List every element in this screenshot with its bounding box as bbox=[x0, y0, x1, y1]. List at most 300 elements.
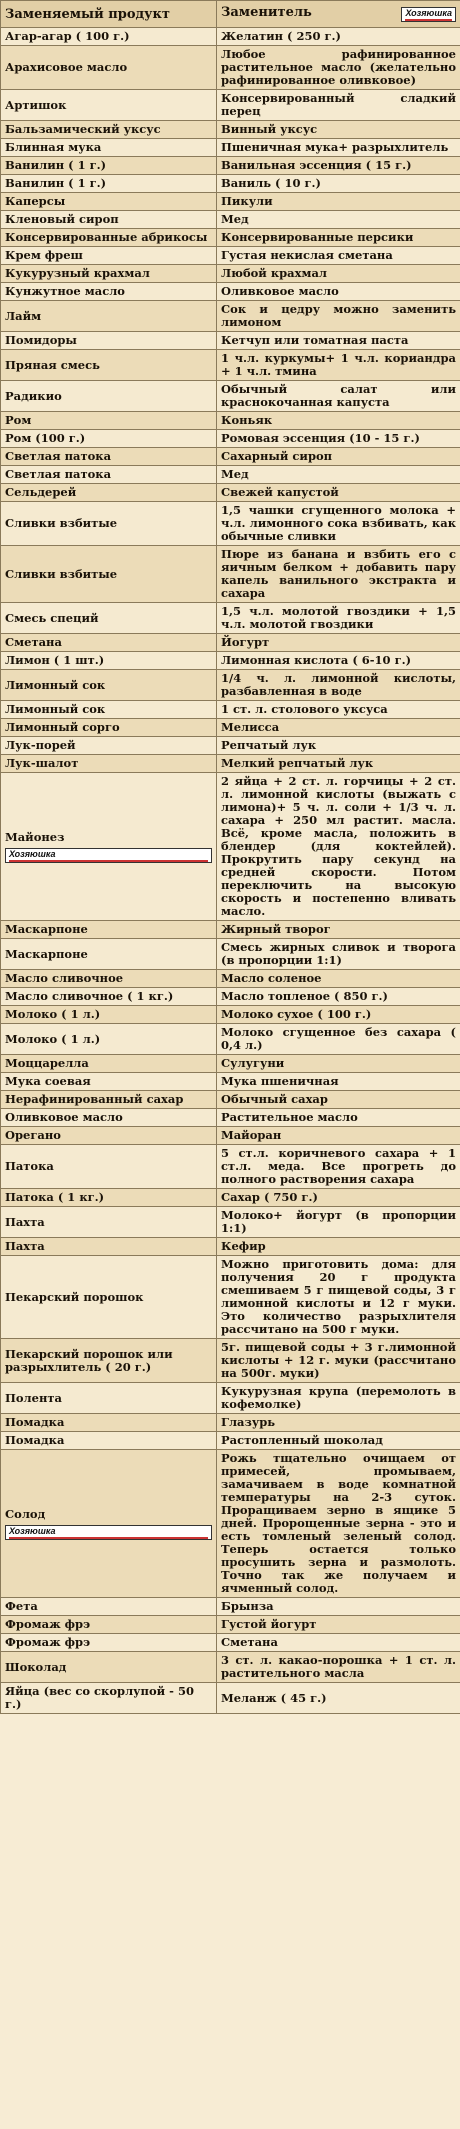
product-name: Маскарпоне bbox=[5, 922, 88, 936]
substitute-text: Сулугуни bbox=[221, 1056, 285, 1070]
product-name: Каперсы bbox=[5, 194, 66, 208]
product-name: Лимонный сок bbox=[5, 702, 106, 716]
substitute-text: Сахарный сироп bbox=[221, 449, 333, 463]
product-name: Шоколад bbox=[5, 1659, 67, 1674]
product-name: Помидоры bbox=[5, 333, 77, 347]
table-row bbox=[1, 634, 460, 652]
table-row bbox=[1, 1109, 460, 1127]
substitute-text: Кукурузная крупа (перемолоть в кофемолке) bbox=[221, 1384, 456, 1411]
substitute-text: Ромовая эссенция (10 - 15 г.) bbox=[221, 431, 420, 445]
table-row bbox=[1, 1073, 460, 1091]
product-cell bbox=[1, 90, 217, 121]
substitute-cell bbox=[217, 1024, 460, 1055]
substitute-cell bbox=[217, 332, 460, 350]
substitute-text: Майоран bbox=[221, 1128, 282, 1142]
product-name: Фромаж фрэ bbox=[5, 1617, 91, 1631]
product-name: Фета bbox=[5, 1599, 38, 1613]
product-name: Смесь специй bbox=[5, 610, 99, 625]
substitute-text: Можно приготовить дома: для получения 20 г продукта смешиваем 5 г пищевой соды, 3 г лимонной кислоты и 12 г муки. Это количество разрыхлителя рассчитано на 500 г муки. bbox=[221, 1257, 456, 1336]
substitute-cell bbox=[217, 211, 460, 229]
product-name: Помадка bbox=[5, 1433, 65, 1447]
substitute-cell bbox=[217, 381, 460, 412]
product-name: Мука соевая bbox=[5, 1074, 91, 1088]
product-cell bbox=[1, 921, 217, 939]
substitute-text: Пшеничная мука+ разрыхлитель bbox=[221, 140, 449, 154]
product-cell bbox=[1, 634, 217, 652]
substitute-cell bbox=[217, 46, 460, 90]
table-row bbox=[1, 193, 460, 211]
substitute-cell bbox=[217, 755, 460, 773]
table-row bbox=[1, 350, 460, 381]
product-cell bbox=[1, 755, 217, 773]
product-name: Нерафинированный сахар bbox=[5, 1092, 184, 1106]
substitute-cell bbox=[217, 939, 460, 970]
product-cell bbox=[1, 1189, 217, 1207]
substitute-text: Мука пшеничная bbox=[221, 1074, 339, 1088]
substitute-cell bbox=[217, 1055, 460, 1073]
substitute-cell bbox=[217, 1238, 460, 1256]
product-cell bbox=[1, 1145, 217, 1189]
product-name: Пахта bbox=[5, 1214, 45, 1229]
column-header-product-label: Заменяемый продукт bbox=[5, 6, 170, 22]
substitute-text: Свежей капустой bbox=[221, 485, 339, 499]
product-name: Арахисовое масло bbox=[5, 60, 128, 74]
substitute-cell bbox=[217, 1091, 460, 1109]
table-row bbox=[1, 175, 460, 193]
product-name: Фромаж фрэ bbox=[5, 1635, 91, 1649]
product-name: Ванилин ( 1 г.) bbox=[5, 176, 107, 190]
table-row bbox=[1, 701, 460, 719]
table-row bbox=[1, 1683, 460, 1714]
product-cell bbox=[1, 970, 217, 988]
substitute-text: Ванильная эссенция ( 15 г.) bbox=[221, 158, 412, 172]
product-cell bbox=[1, 939, 217, 970]
table-row bbox=[1, 1339, 460, 1383]
table-row bbox=[1, 301, 460, 332]
substitute-cell bbox=[217, 265, 460, 283]
product-cell bbox=[1, 381, 217, 412]
product-name: Радикио bbox=[5, 388, 62, 403]
product-name: Лимонный сорго bbox=[5, 720, 120, 734]
substitute-cell bbox=[217, 1127, 460, 1145]
product-name: Сливки взбитые bbox=[5, 516, 118, 530]
product-cell bbox=[1, 701, 217, 719]
product-cell bbox=[1, 1024, 217, 1055]
substitute-cell bbox=[217, 652, 460, 670]
column-header-substitute-label: Заменитель bbox=[221, 5, 312, 20]
product-cell bbox=[1, 1432, 217, 1450]
substitute-text: 1,5 ч.л. молотой гвоздики + 1,5 ч.л. молотой гвоздики bbox=[221, 604, 456, 631]
substitute-text: Обычный салат или краснокочанная капуста bbox=[221, 382, 456, 409]
product-cell bbox=[1, 1598, 217, 1616]
table-row bbox=[1, 737, 460, 755]
table-row bbox=[1, 466, 460, 484]
substitute-text: 1 ч.л. куркумы+ 1 ч.л. кориандра + 1 ч.л. тмина bbox=[221, 351, 456, 378]
substitute-cell bbox=[217, 157, 460, 175]
substitute-text: Рожь тщательно очищаем от примесей, промываем, замачиваем в воде комнатной температуры на 2-3 суток. Проращиваем зерно в ящике 5 дней. Пророщенные зерна - это и есть томленый зеленый солод. Теперь остается только просушить зерна и размолоть. Точно так же получаем и ячменный солод. bbox=[221, 1451, 456, 1595]
product-cell bbox=[1, 193, 217, 211]
table-body bbox=[1, 28, 460, 1714]
substitute-cell bbox=[217, 1616, 460, 1634]
substitute-text: Мед bbox=[221, 467, 249, 481]
table-row bbox=[1, 332, 460, 350]
substitute-cell bbox=[217, 193, 460, 211]
substitute-text: Винный уксус bbox=[221, 122, 318, 136]
product-name: Кукурузный крахмал bbox=[5, 266, 150, 280]
substitute-cell bbox=[217, 139, 460, 157]
product-cell bbox=[1, 301, 217, 332]
table-row bbox=[1, 283, 460, 301]
product-cell bbox=[1, 1207, 217, 1238]
substitute-text: Мелкий репчатый лук bbox=[221, 756, 374, 770]
product-cell bbox=[1, 670, 217, 701]
product-name: Артишок bbox=[5, 97, 67, 112]
product-name: Патока bbox=[5, 1159, 54, 1173]
product-name: Пекарский порошок bbox=[5, 1289, 144, 1304]
substitute-cell bbox=[217, 229, 460, 247]
product-cell bbox=[1, 1383, 217, 1414]
product-cell bbox=[1, 1109, 217, 1127]
substitute-text: Растопленный шоколад bbox=[221, 1433, 383, 1447]
product-name: Светлая патока bbox=[5, 449, 112, 463]
product-cell bbox=[1, 1450, 217, 1598]
substitute-text: Консервированные персики bbox=[221, 230, 414, 244]
substitute-cell bbox=[217, 1383, 460, 1414]
product-name: Сметана bbox=[5, 635, 62, 649]
product-cell bbox=[1, 448, 217, 466]
table-row bbox=[1, 1634, 460, 1652]
substitute-text: Обычный сахар bbox=[221, 1092, 328, 1106]
product-name: Пекарский порошок или разрыхлитель ( 20 г.) bbox=[5, 1346, 173, 1374]
substitute-text: Кетчуп или томатная паста bbox=[221, 333, 409, 347]
substitute-cell bbox=[217, 737, 460, 755]
product-name: Оливковое масло bbox=[5, 1110, 123, 1124]
substitute-cell bbox=[217, 921, 460, 939]
product-cell bbox=[1, 502, 217, 546]
table-row bbox=[1, 939, 460, 970]
table-row bbox=[1, 603, 460, 634]
table-row bbox=[1, 1006, 460, 1024]
substitute-cell bbox=[217, 1652, 460, 1683]
substitute-cell bbox=[217, 1432, 460, 1450]
substitute-cell bbox=[217, 1207, 460, 1238]
substitute-text: Йогурт bbox=[221, 635, 270, 649]
substitute-cell bbox=[217, 773, 460, 921]
product-name: Кунжутное масло bbox=[5, 284, 125, 298]
table-row bbox=[1, 1238, 460, 1256]
product-cell bbox=[1, 1091, 217, 1109]
column-header-product bbox=[1, 1, 217, 28]
product-cell bbox=[1, 175, 217, 193]
product-cell bbox=[1, 1414, 217, 1432]
product-name: Солод bbox=[5, 1506, 46, 1521]
table-row bbox=[1, 381, 460, 412]
substitute-cell bbox=[217, 1414, 460, 1432]
product-cell bbox=[1, 603, 217, 634]
product-name: Крем фреш bbox=[5, 248, 83, 262]
table-row bbox=[1, 970, 460, 988]
product-name: Консервированные абрикосы bbox=[5, 230, 208, 244]
product-cell bbox=[1, 719, 217, 737]
substitute-cell bbox=[217, 175, 460, 193]
product-cell bbox=[1, 1616, 217, 1634]
product-cell bbox=[1, 265, 217, 283]
substitute-cell bbox=[217, 121, 460, 139]
product-name: Масло сливочное ( 1 кг.) bbox=[5, 989, 174, 1003]
substitute-text: Растительное масло bbox=[221, 1110, 358, 1124]
table-row bbox=[1, 652, 460, 670]
substitute-cell bbox=[217, 1598, 460, 1616]
product-cell bbox=[1, 737, 217, 755]
substitute-text: 1/4 ч. л. лимонной кислоты, разбавленная в воде bbox=[221, 671, 456, 698]
substitute-text: 5 ст.л. коричневого сахара + 1 ст.л. меда. Все прогреть до полного растворения сахара bbox=[221, 1146, 456, 1186]
substitute-text: 1,5 чашки сгущенного молока + ч.л. лимонного сока взбивать, как обычные сливки bbox=[221, 503, 456, 543]
product-cell bbox=[1, 1652, 217, 1683]
substitute-text: Меланж ( 45 г.) bbox=[221, 1690, 327, 1705]
product-name: Пахта bbox=[5, 1239, 45, 1253]
substitute-cell bbox=[217, 1109, 460, 1127]
substitute-text: Любой крахмал bbox=[221, 266, 328, 280]
table-row bbox=[1, 1598, 460, 1616]
product-cell bbox=[1, 546, 217, 603]
substitute-text: Сок и цедру можно заменить лимоном bbox=[221, 302, 456, 329]
table-row bbox=[1, 1414, 460, 1432]
product-name: Кленовый сироп bbox=[5, 212, 119, 226]
table-row bbox=[1, 1145, 460, 1189]
product-name: Орегано bbox=[5, 1128, 61, 1142]
product-name: Агар-агар ( 100 г.) bbox=[5, 29, 130, 43]
substitute-text: Жирный творог bbox=[221, 922, 331, 936]
substitute-cell bbox=[217, 1189, 460, 1207]
substitute-cell bbox=[217, 28, 460, 46]
table-row bbox=[1, 1207, 460, 1238]
substitute-text: Смесь жирных сливок и творога (в пропорции 1:1) bbox=[221, 940, 456, 967]
product-name: Лайм bbox=[5, 308, 42, 323]
product-name: Полента bbox=[5, 1390, 62, 1405]
product-name: Ром (100 г.) bbox=[5, 431, 86, 445]
table-row bbox=[1, 755, 460, 773]
substitute-text: Желатин ( 250 г.) bbox=[221, 29, 341, 43]
table-row bbox=[1, 211, 460, 229]
substitute-cell bbox=[217, 603, 460, 634]
substitute-text: Пикули bbox=[221, 194, 273, 208]
substitute-cell bbox=[217, 466, 460, 484]
substitute-text: Коньяк bbox=[221, 413, 273, 427]
table-row bbox=[1, 139, 460, 157]
substitute-text: Масло соленое bbox=[221, 971, 322, 985]
product-cell bbox=[1, 412, 217, 430]
table-row bbox=[1, 1189, 460, 1207]
substitute-cell bbox=[217, 701, 460, 719]
substitute-cell bbox=[217, 430, 460, 448]
table-row bbox=[1, 502, 460, 546]
substitute-text: 3 ст. л. какао-порошка + 1 ст. л. растительного масла bbox=[221, 1653, 456, 1680]
table-row bbox=[1, 448, 460, 466]
substitute-text: Молоко сгущенное без сахара ( 0,4 л.) bbox=[221, 1025, 456, 1052]
product-cell bbox=[1, 211, 217, 229]
product-name: Ванилин ( 1 г.) bbox=[5, 158, 107, 172]
substitute-cell bbox=[217, 1006, 460, 1024]
table-row bbox=[1, 1450, 460, 1598]
product-name: Моццарелла bbox=[5, 1056, 89, 1070]
substitute-text: Ваниль ( 10 г.) bbox=[221, 176, 321, 190]
substitute-cell bbox=[217, 350, 460, 381]
substitute-text: Глазурь bbox=[221, 1415, 276, 1429]
substitute-text: Густой йогурт bbox=[221, 1617, 317, 1631]
product-cell bbox=[1, 1127, 217, 1145]
product-cell bbox=[1, 247, 217, 265]
substitute-cell bbox=[217, 1145, 460, 1189]
substitute-cell bbox=[217, 988, 460, 1006]
table-row bbox=[1, 1652, 460, 1683]
substitute-cell bbox=[217, 546, 460, 603]
table-row bbox=[1, 773, 460, 921]
substitute-cell bbox=[217, 484, 460, 502]
substitute-text: Сметана bbox=[221, 1635, 278, 1649]
substitute-text: Любое рафинированное растительное масло (желательно рафинированное оливковое) bbox=[221, 47, 456, 87]
table-row bbox=[1, 1127, 460, 1145]
substitute-text: Лимонная кислота ( 6-10 г.) bbox=[221, 653, 412, 667]
table-row bbox=[1, 484, 460, 502]
product-cell bbox=[1, 430, 217, 448]
table-row bbox=[1, 229, 460, 247]
substitute-text: Густая некислая сметана bbox=[221, 248, 393, 262]
table-row bbox=[1, 1256, 460, 1339]
substitute-cell bbox=[217, 970, 460, 988]
product-cell bbox=[1, 1073, 217, 1091]
product-cell bbox=[1, 46, 217, 90]
substitute-cell bbox=[217, 247, 460, 265]
substitute-cell bbox=[217, 1450, 460, 1598]
product-name: Бальзамический уксус bbox=[5, 122, 161, 136]
table-row bbox=[1, 121, 460, 139]
product-name: Маскарпоне bbox=[5, 946, 88, 961]
substitute-text: Оливковое масло bbox=[221, 284, 339, 298]
substitute-cell bbox=[217, 301, 460, 332]
substitute-cell bbox=[217, 1073, 460, 1091]
table-row bbox=[1, 921, 460, 939]
product-name: Лимон ( 1 шт.) bbox=[5, 653, 105, 667]
substitute-text: Кефир bbox=[221, 1239, 266, 1253]
product-cell bbox=[1, 1238, 217, 1256]
product-cell bbox=[1, 484, 217, 502]
column-header-substitute bbox=[217, 1, 460, 28]
substitute-text: Мелисса bbox=[221, 720, 280, 734]
product-cell bbox=[1, 139, 217, 157]
table-header-row bbox=[1, 1, 460, 28]
product-cell bbox=[1, 1339, 217, 1383]
substitute-text: Репчатый лук bbox=[221, 738, 317, 752]
product-cell bbox=[1, 1256, 217, 1339]
table-row bbox=[1, 1432, 460, 1450]
product-name: Патока ( 1 кг.) bbox=[5, 1190, 105, 1204]
substitute-text: Сахар ( 750 г.) bbox=[221, 1190, 318, 1204]
substitute-cell bbox=[217, 670, 460, 701]
product-name: Молоко ( 1 л.) bbox=[5, 1007, 101, 1021]
table-row bbox=[1, 670, 460, 701]
table-row bbox=[1, 1616, 460, 1634]
product-cell bbox=[1, 350, 217, 381]
product-cell bbox=[1, 28, 217, 46]
table-row bbox=[1, 412, 460, 430]
product-cell bbox=[1, 1683, 217, 1714]
product-name: Яйца (вес со скорлупой - 50 г.) bbox=[5, 1684, 194, 1711]
product-cell bbox=[1, 229, 217, 247]
product-name: Лук-шалот bbox=[5, 756, 79, 770]
site-logo: Хозяюшка bbox=[401, 7, 456, 22]
table-row bbox=[1, 1024, 460, 1055]
product-cell bbox=[1, 157, 217, 175]
product-name: Ром bbox=[5, 413, 32, 427]
substitute-cell bbox=[217, 1339, 460, 1383]
substitute-cell bbox=[217, 1634, 460, 1652]
table-row bbox=[1, 265, 460, 283]
substitute-text: Молоко сухое ( 100 г.) bbox=[221, 1007, 372, 1021]
table-row bbox=[1, 1091, 460, 1109]
table-row bbox=[1, 157, 460, 175]
substitute-cell bbox=[217, 502, 460, 546]
substitute-text: Брынза bbox=[221, 1599, 274, 1613]
product-name: Молоко ( 1 л.) bbox=[5, 1031, 101, 1046]
substitute-cell bbox=[217, 283, 460, 301]
substitute-cell bbox=[217, 1683, 460, 1714]
product-cell bbox=[1, 466, 217, 484]
product-name: Сельдерей bbox=[5, 485, 77, 499]
substitute-text: 5г. пищевой соды + 3 г.лимонной кислоты + 12 г. муки (рассчитано на 500г. муки) bbox=[221, 1340, 456, 1380]
product-cell bbox=[1, 121, 217, 139]
product-name: Помадка bbox=[5, 1415, 65, 1429]
table-row bbox=[1, 1055, 460, 1073]
substitute-cell bbox=[217, 90, 460, 121]
product-cell bbox=[1, 1634, 217, 1652]
product-cell bbox=[1, 988, 217, 1006]
table-row bbox=[1, 90, 460, 121]
table-row bbox=[1, 988, 460, 1006]
substitute-text: Консервированный сладкий перец bbox=[221, 91, 456, 118]
table-row bbox=[1, 719, 460, 737]
site-logo: Хозяюшка bbox=[5, 1525, 212, 1540]
substitute-cell bbox=[217, 719, 460, 737]
table-row bbox=[1, 247, 460, 265]
substitute-text: Молоко+ йогурт (в пропорции 1:1) bbox=[221, 1208, 456, 1235]
substitute-text: Пюре из банана и взбить его с яичным белком + добавить пару капель ванильного экстракта и сахара bbox=[221, 547, 456, 600]
product-name: Масло сливочное bbox=[5, 971, 124, 985]
product-name: Лук-порей bbox=[5, 738, 76, 752]
table-row bbox=[1, 430, 460, 448]
table-row bbox=[1, 28, 460, 46]
product-name: Блинная мука bbox=[5, 140, 102, 154]
site-logo: Хозяюшка bbox=[5, 848, 212, 863]
product-name: Пряная смесь bbox=[5, 357, 100, 372]
table-row bbox=[1, 1383, 460, 1414]
product-name: Светлая патока bbox=[5, 467, 112, 481]
product-name: Сливки взбитые bbox=[5, 566, 118, 581]
substitute-cell bbox=[217, 634, 460, 652]
table-row bbox=[1, 546, 460, 603]
substitute-cell bbox=[217, 1256, 460, 1339]
product-cell bbox=[1, 283, 217, 301]
product-cell bbox=[1, 652, 217, 670]
substitute-text: 1 ст. л. столового уксуса bbox=[221, 702, 388, 716]
product-cell bbox=[1, 332, 217, 350]
substitute-cell bbox=[217, 448, 460, 466]
substitute-text: 2 яйца + 2 ст. л. горчицы + 2 ст. л. лимонной кислоты (выжать с лимона)+ 5 ч. л. соли + 1/3 ч. л. сахара + 250 мл растит. масла. Всё, кроме масла, положить в блендер (для коктейлей). Прокрутить пару секунд на средней скорости. Потом переключить на высокую скорость и постепенно вливать масло. bbox=[221, 774, 456, 918]
table-row bbox=[1, 46, 460, 90]
product-name: Майонез bbox=[5, 829, 65, 844]
substitute-text: Масло топленое ( 850 г.) bbox=[221, 989, 388, 1003]
substitute-cell bbox=[217, 412, 460, 430]
product-cell bbox=[1, 1055, 217, 1073]
